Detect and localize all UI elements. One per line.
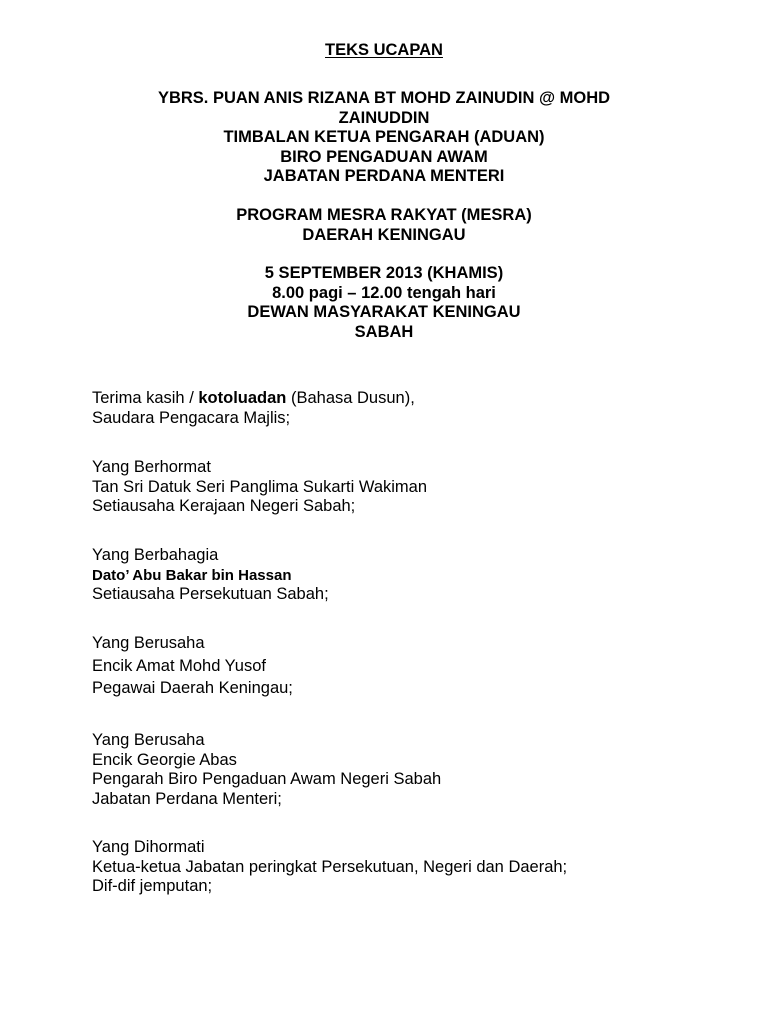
salutation-item: [92, 731, 732, 809]
title-text: TEKS UCAPAN: [325, 41, 443, 59]
event-date: 5 SEPTEMBER 2013 (KHAMIS): [264, 264, 504, 282]
salutation-item: [92, 634, 732, 699]
salutation-title-continued: Jabatan Perdana Menteri;: [92, 789, 282, 808]
salutation-name: Tan Sri Datuk Seri Panglima Sukarti Wakiman: [92, 477, 428, 496]
program-district: DAERAH KENINGAU: [302, 225, 466, 244]
thanks-suffix: (Bahasa Dusun),: [286, 389, 415, 407]
speaker-block: [0, 89, 768, 187]
salutation-honorific: Yang Berhormat: [92, 458, 211, 476]
salutation-title: Dif-dif jemputan;: [92, 877, 213, 895]
speaker-position: TIMBALAN KETUA PENGARAH (ADUAN): [223, 128, 545, 146]
salutation-honorific: Yang Dihormati: [92, 838, 205, 856]
speaker-department: JABATAN PERDANA MENTERI: [263, 167, 505, 185]
salutation-name: Encik Amat Mohd Yusof: [92, 656, 266, 675]
salutation-title: Pegawai Daerah Keningau;: [92, 679, 293, 697]
salutation-name: Ketua-ketua Jabatan peringkat Persekutuan, Negeri dan Daerah;: [92, 857, 568, 876]
thanks-word: kotoluadan: [198, 389, 287, 407]
salutation-honorific: Yang Berbahagia: [92, 546, 219, 564]
event-state: SABAH: [354, 322, 414, 341]
salutation-honorific: Yang Berusaha: [92, 634, 205, 652]
thanks-prefix: Terima kasih /: [92, 389, 199, 407]
event-block: [0, 264, 768, 342]
salutation-name: Encik Georgie Abas: [92, 750, 237, 769]
salutation-item: [92, 546, 732, 605]
opening-salutation: [92, 389, 732, 428]
salutation-name: Dato’ Abu Bakar bin Hassan: [92, 566, 292, 584]
document-title: [0, 41, 768, 61]
speaker-name-line1: YBRS. PUAN ANIS RIZANA BT MOHD ZAINUDIN @ MOHD: [157, 89, 611, 107]
salutation-title: Setiausaha Persekutuan Sabah;: [92, 585, 329, 603]
program-block: [0, 206, 768, 245]
speaker-bureau: BIRO PENGADUAN AWAM: [280, 147, 488, 166]
salutation-item: [92, 458, 732, 517]
event-venue: DEWAN MASYARAKAT KENINGAU: [247, 303, 521, 321]
program-name: PROGRAM MESRA RAKYAT (MESRA): [236, 206, 532, 224]
salutation-item: [92, 838, 732, 897]
salutation-title: Setiausaha Kerajaan Negeri Sabah;: [92, 497, 356, 515]
thanks-line: [92, 389, 732, 409]
emcee-line: Saudara Pengacara Majlis;: [92, 408, 291, 427]
speaker-name-line2: ZAINUDDIN: [338, 108, 430, 127]
event-time: 8.00 pagi – 12.00 tengah hari: [272, 283, 496, 302]
salutation-title: Pengarah Biro Pengaduan Awam Negeri Sabah: [92, 770, 442, 788]
salutation-honorific: Yang Berusaha: [92, 731, 205, 749]
